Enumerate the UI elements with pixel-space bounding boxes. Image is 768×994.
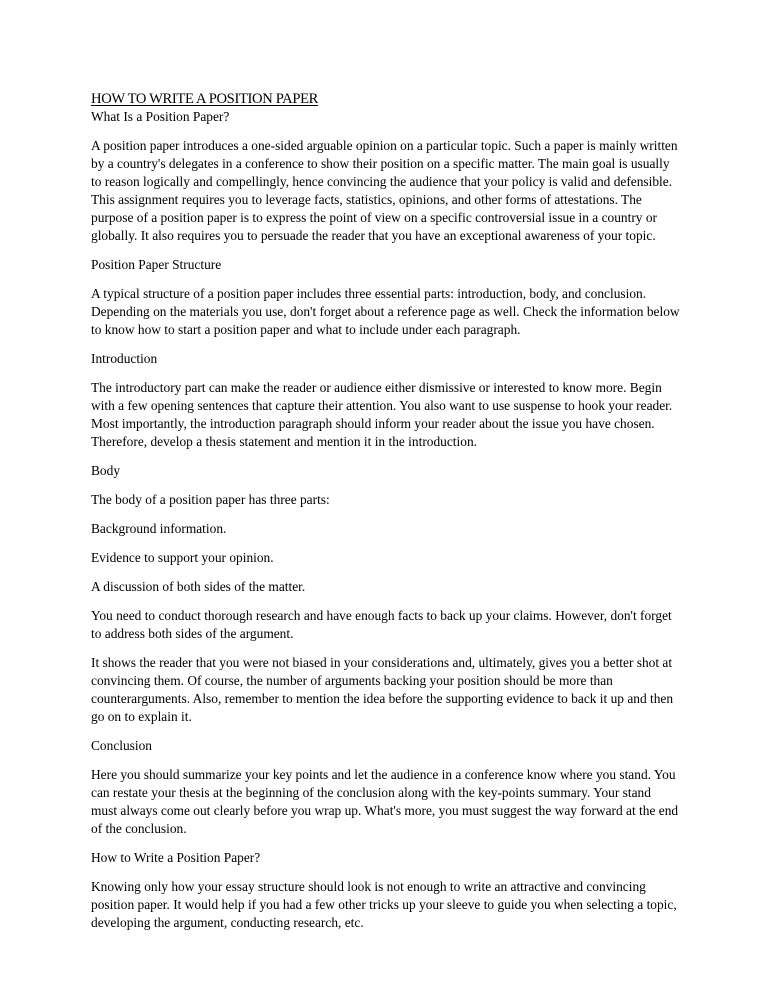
howto-heading: How to Write a Position Paper? bbox=[91, 850, 261, 865]
body-heading: Body bbox=[91, 463, 121, 478]
structure-heading: Position Paper Structure bbox=[91, 257, 222, 272]
body-intro: The body of a position paper has three parts: bbox=[91, 492, 330, 507]
conclusion-heading: Conclusion bbox=[91, 738, 153, 753]
body-paragraph-bias: It shows the reader that you were not biased in your considerations and, ultimately, gives you a better shot at convincing them. Of course, the number of arguments backing your position should be more than counterarguments. Also, remember to mention the idea before the supporting evidence to back it up and then go on to explain it. bbox=[91, 655, 674, 724]
conclusion-paragraph: Here you should summarize your key points and let the audience in a conference know where you stand. You can restate your thesis at the beginning of the conclusion along with the key-points summary. Your stand must always come out clearly before you wrap up. What's more, you must suggest the way forward at the end of the conclusion. bbox=[91, 767, 679, 836]
introduction-heading: Introduction bbox=[91, 351, 158, 366]
structure-paragraph: A typical structure of a position paper includes three essential parts: introduction, body, and conclusion. Depending on the materials you use, don't forget about a reference page as well. Check the information below to know how to start a position paper and what to include under each paragraph. bbox=[91, 286, 680, 337]
intro-paragraph: A position paper introduces a one-sided arguable opinion on a particular topic. Such a paper is mainly written by a country's delegates in a conference to show their position on a specific matter. The main goal is usually to reason logically and compellingly, hence convincing the audience that your policy is valid and defensible. This assignment requires you to leverage facts, statistics, opinions, and other forms of attestations. The purpose of a position paper is to express the point of view on a specific controversial issue in a country or globally. It also requires you to persuade the reader that you have an exceptional awareness of your topic. bbox=[91, 138, 678, 243]
body-part-background: Background information. bbox=[91, 521, 227, 536]
howto-paragraph: Knowing only how your essay structure should look is not enough to write an attractive and convincing position paper. It would help if you had a few other tricks up your sleeve to guide you when selecting a topic, developing the argument, conducting research, etc. bbox=[91, 879, 677, 930]
body-paragraph-research: You need to conduct thorough research and have enough facts to back up your claims. However, don't forget to address both sides of the argument. bbox=[91, 608, 672, 641]
document-title: HOW TO WRITE A POSITION PAPER bbox=[91, 91, 319, 107]
document-subtitle: What Is a Position Paper? bbox=[91, 109, 230, 124]
introduction-paragraph: The introductory part can make the reader or audience either dismissive or interested to know more. Begin with a few opening sentences that capture their attention. You also want to use suspense to hook your reader. Most importantly, the introduction paragraph should inform your reader about the issue you have chosen. Therefore, develop a thesis statement and mention it in the introduction. bbox=[91, 380, 673, 449]
body-part-evidence: Evidence to support your opinion. bbox=[91, 550, 274, 565]
body-part-discussion: A discussion of both sides of the matter. bbox=[91, 579, 306, 594]
